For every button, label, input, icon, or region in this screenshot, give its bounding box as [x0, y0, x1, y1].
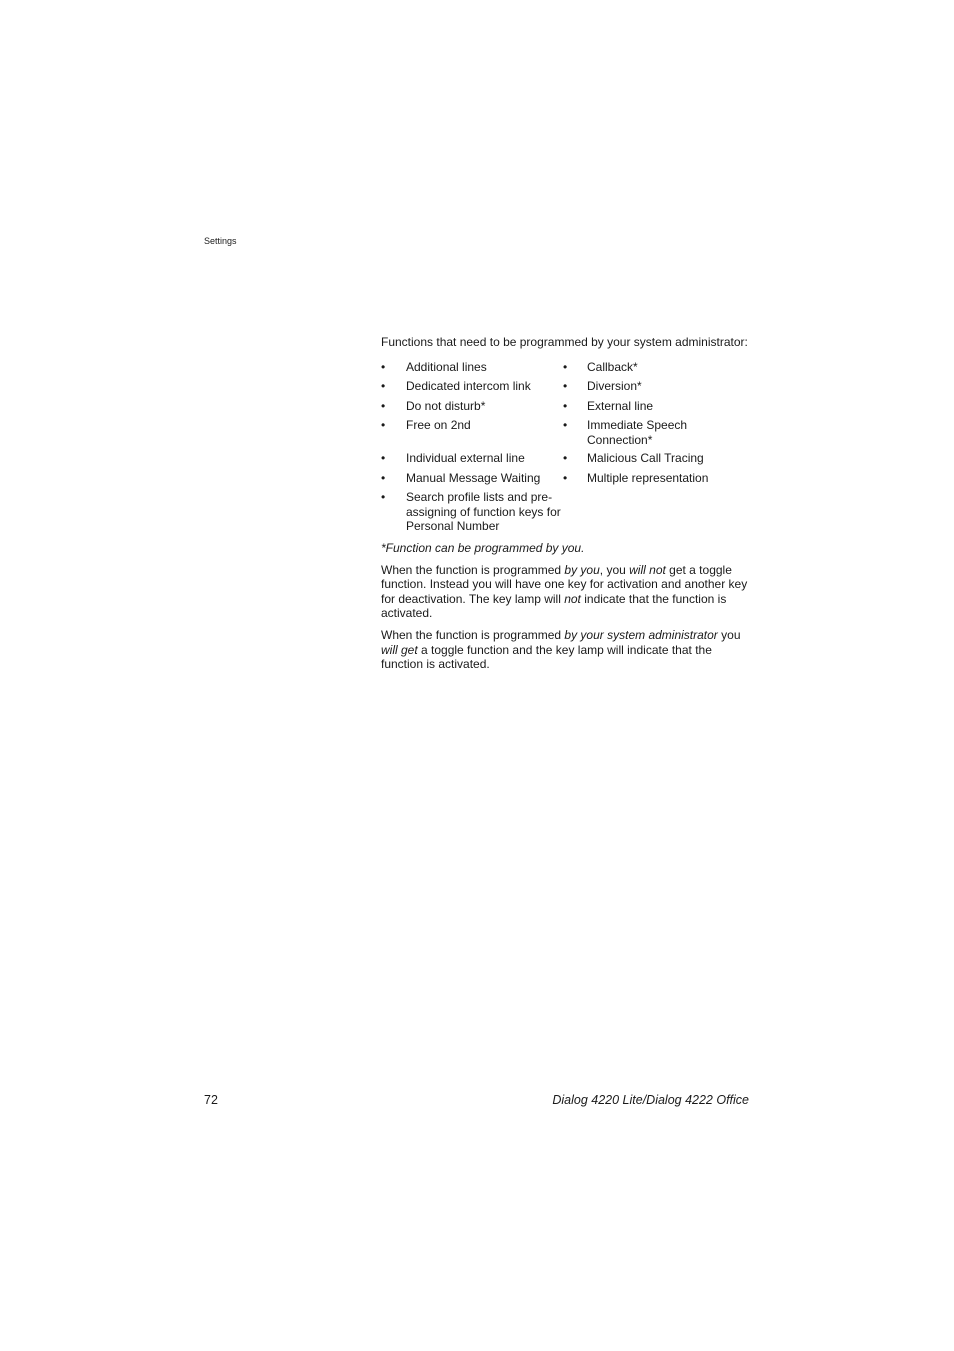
list-item-label: Free on 2nd — [406, 418, 471, 433]
bullet: • — [381, 451, 386, 466]
bullet: • — [381, 359, 386, 374]
bullet: • — [381, 379, 386, 394]
list-item-label: Individual external line — [406, 451, 525, 466]
bullet: • — [381, 418, 386, 433]
list-row — [381, 490, 751, 541]
list-row — [381, 451, 751, 471]
bullet: • — [381, 470, 386, 485]
main-content — [381, 335, 751, 672]
list-row — [381, 471, 751, 491]
list-item-label: Callback* — [587, 359, 638, 374]
list-item-label: Search profile lists and pre-assigning of function keys for Personal Number — [406, 490, 561, 534]
list-row — [381, 360, 751, 380]
bullet: • — [563, 470, 568, 485]
list-item-label: External line — [587, 398, 654, 413]
paragraph-by-you: When the function is programmed by you, you will not get a toggle function. Instead you will have one key for activation and another key for deactivation. The key lamp will not indicate that the function is activated. — [381, 562, 748, 621]
list-item-label: Dedicated intercom link — [406, 379, 531, 394]
list-row — [381, 399, 751, 419]
bullet: • — [563, 451, 568, 466]
list-row — [381, 418, 751, 451]
section-header: Settings — [204, 236, 237, 246]
list-item-label: Immediate Speech Connection* — [587, 418, 688, 447]
list-item-label: Multiple representation — [587, 470, 709, 485]
list-item-label: Diversion* — [587, 379, 642, 394]
list-item-label: Malicious Call Tracing — [587, 451, 704, 466]
bullet: • — [563, 379, 568, 394]
list-item-label: Manual Message Waiting — [406, 470, 541, 485]
bullet: • — [381, 398, 386, 413]
programming-note: *Function can be programmed by you. — [381, 541, 585, 556]
list-item-label: Additional lines — [406, 359, 487, 374]
footer-title: Dialog 4220 Lite/Dialog 4222 Office — [552, 1093, 749, 1107]
list-row — [381, 379, 751, 399]
intro-text: Functions that need to be programmed by your system administrator: — [381, 335, 748, 349]
list-item-label: Do not disturb* — [406, 398, 486, 413]
bullet: • — [563, 359, 568, 374]
bullet: • — [563, 398, 568, 413]
paragraph-by-administrator: When the function is programmed by your system administrator you will get a toggle function and the key lamp will indicate that the function is activated. — [381, 628, 741, 672]
bullet: • — [381, 490, 386, 505]
bullet: • — [563, 418, 568, 433]
page-number: 72 — [204, 1093, 218, 1107]
function-list — [381, 360, 751, 542]
